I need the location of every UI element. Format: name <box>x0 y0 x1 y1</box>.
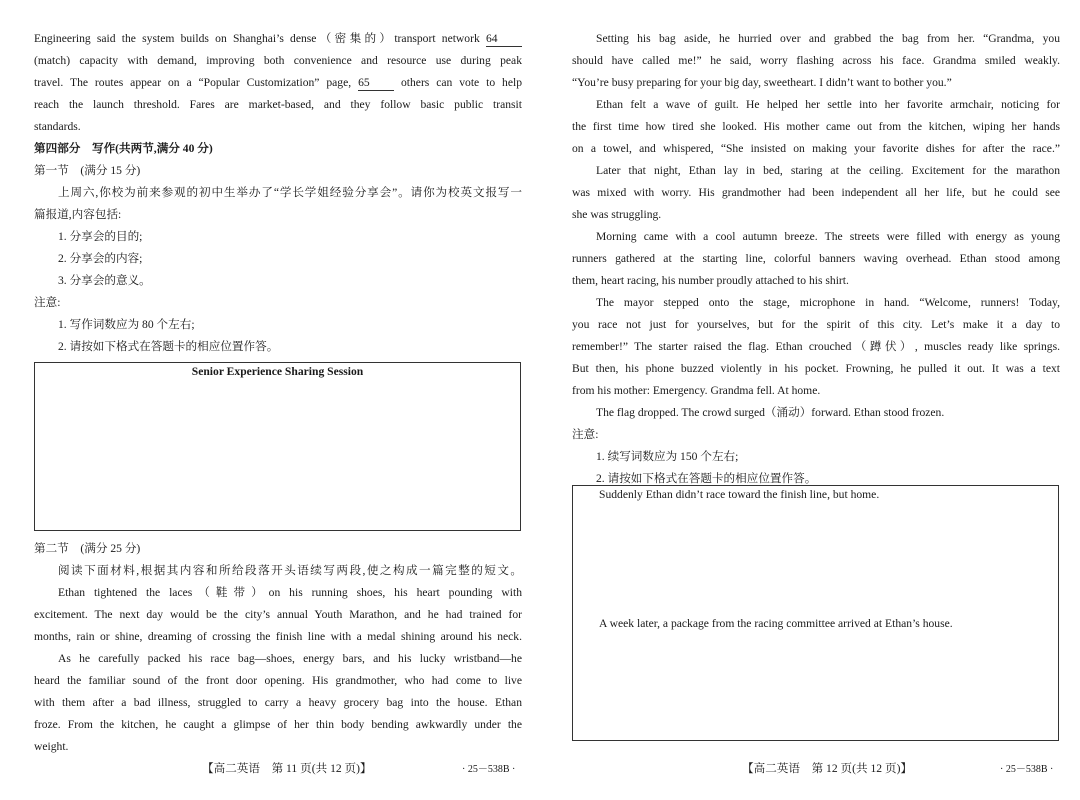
page-11 <box>34 0 522 800</box>
page-code: · 25－538B · <box>1000 764 1054 775</box>
story-line: you race not just for yourselves, but for the spirit of this city. Let’s make it a day to <box>572 318 1060 331</box>
note-item-1: 1. 续写词数应为 150 个左右; <box>596 450 739 463</box>
story-line: on a towel, and whispered, “She insisted on making your favorite dishes for after the race.” <box>572 142 1060 155</box>
content-item-1: 1. 分享会的目的; <box>58 230 143 243</box>
section1-heading: 第一节 (满分 15 分) <box>34 164 141 177</box>
note-item-1: 1. 写作词数应为 80 个左右; <box>58 318 195 331</box>
blank-65[interactable]: 65 <box>358 76 394 91</box>
story-line: the first time how tired she looked. His mother came out from the kitchen, wiping her hands <box>572 120 1060 133</box>
story-line: them, heart racing, his number proudly attached to his shirt. <box>572 274 849 287</box>
paragraph-opener-1: Suddenly Ethan didn’t race toward the finish line, but home. <box>599 488 880 501</box>
note-item-2: 2. 请按如下格式在答题卡的相应位置作答。 <box>596 472 817 485</box>
story-line: froze. From the kitchen, he caught a glimpse of her thin body bending awkwardly under the <box>34 718 522 731</box>
continuation-answer-box[interactable] <box>572 485 1059 741</box>
section2-heading: 第二节 (满分 25 分) <box>34 542 141 555</box>
part4-heading: 第四部分 写作(共两节,满分 40 分) <box>34 142 213 155</box>
paragraph-opener-2: A week later, a package from the racing committee arrived at Ethan’s house. <box>599 617 953 630</box>
content-item-2: 2. 分享会的内容; <box>58 252 143 265</box>
story-line: should have called me!” he said, worry flashing across his face. Grandma smiled weakly. <box>572 54 1060 67</box>
note-label: 注意: <box>572 428 599 441</box>
page-footer: 【高二英语 第 12 页(共 12 页)】 <box>742 762 913 775</box>
story-line: Ethan felt a wave of guilt. He helped her settle into her favorite armchair, noticing for <box>596 98 1060 111</box>
text-line <box>34 28 522 50</box>
story-line: from his mother: Emergency. Grandma fell. At home. <box>572 384 821 397</box>
story-line: heard the familiar sound of the front door opening. His grandmother, who had come to live <box>34 674 522 687</box>
text-line <box>34 72 522 94</box>
story-line: excitement. The next day would be the city’s annual Youth Marathon, and he had trained for <box>34 608 522 621</box>
text-line: (match) capacity with demand, improving both convenience and resource use during peak <box>34 54 522 67</box>
text-span: others can vote to help <box>400 76 522 89</box>
story-line: with them after a bad illness, struggled to carry a heavy grocery bag into the house. Ethan <box>34 696 522 709</box>
story-line: Later that night, Ethan lay in bed, staring at the ceiling. Excitement for the marathon <box>596 164 1060 177</box>
content-item-3: 3. 分享会的意义。 <box>58 274 151 287</box>
story-line: runners gathered at the starting line, colorful banners waving overhead. Ethan stood among <box>572 252 1060 265</box>
story-line: weight. <box>34 740 69 753</box>
story-line: Ethan tightened the laces（鞋带）on his running shoes, his heart pounding with <box>58 586 522 599</box>
section2-instruction: 阅读下面材料,根据其内容和所给段落开头语续写两段,使之构成一篇完整的短文。 <box>58 564 522 577</box>
text-span: Engineering said the system builds on Shanghai’s dense（密集的）transport network <box>34 32 480 45</box>
story-line: she was struggling. <box>572 208 662 221</box>
story-line: Morning came with a cool autumn breeze. The streets were filled with energy as young <box>596 230 1060 243</box>
text-line: standards. <box>34 120 81 133</box>
story-line: was mixed with worry. His grandmother had been independent all her life, but he could see <box>572 186 1060 199</box>
page-code: · 25－538B · <box>462 764 516 775</box>
note-item-2: 2. 请按如下格式在答题卡的相应位置作答。 <box>58 340 279 353</box>
text-line: reach the launch threshold. Fares are market-based, and they follow basic public transit <box>34 98 522 111</box>
section1-prompt: 篇报道,内容包括: <box>34 208 122 221</box>
blank-64[interactable]: 64 <box>486 32 522 47</box>
section1-prompt: 上周六,你校为前来参观的初中生举办了“学长学姐经验分享会”。请你为校英文报写一 <box>58 186 522 199</box>
writing-answer-box[interactable] <box>34 362 521 531</box>
story-line: The mayor stepped onto the stage, microphone in hand. “Welcome, runners! Today, <box>596 296 1060 309</box>
text-span: travel. The routes appear on a “Popular Customization” page, <box>34 76 352 89</box>
story-line: “You’re busy preparing for your big day, sweetheart. I didn’t want to bother you.” <box>572 76 952 89</box>
story-line: remember!” The starter raised the flag. Ethan crouched（蹲伏）, muscles ready like springs. <box>572 340 1060 353</box>
story-line: months, rain or shine, dreaming of crossing the finish line with a medal shining around his neck. <box>34 630 522 643</box>
story-line: As he carefully packed his race bag—shoes, energy bars, and his lucky wristband—he <box>58 652 522 665</box>
note-label: 注意: <box>34 296 61 309</box>
page-12 <box>572 0 1060 800</box>
page-footer: 【高二英语 第 11 页(共 12 页)】 <box>202 762 372 775</box>
story-line: Setting his bag aside, he hurried over and grabbed the bag from her. “Grandma, you <box>596 32 1060 45</box>
story-line: The flag dropped. The crowd surged（涌动）forward. Ethan stood frozen. <box>596 406 945 419</box>
story-line: But then, his phone buzzed violently in his pocket. Frowning, he pulled it out. It was a text <box>572 362 1060 375</box>
answer-box-title: Senior Experience Sharing Session <box>191 365 364 378</box>
